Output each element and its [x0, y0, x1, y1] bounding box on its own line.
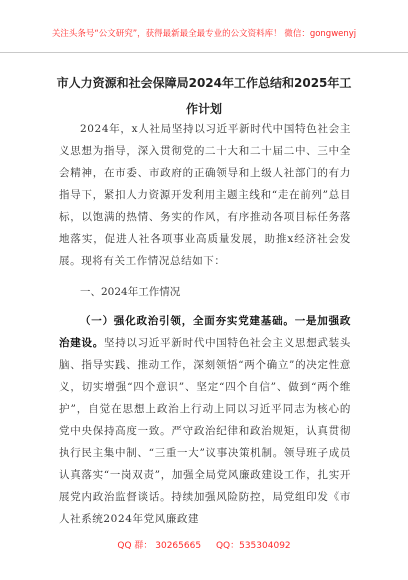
header-banner [0, 12, 408, 53]
section-heading: 一、2024年工作情况 [80, 286, 181, 298]
sub-paragraph-text: 坚持以习近平新时代中国特色社会主义思想武装头脑、指导实践、推动工作，深刻领悟“两个确立”的决定性意义，切实增强“四个意识”、坚定“四个自信”、做到“两个维护”，自觉在思想上政治上行动上同以习近平同志为核心的党中央保持高度一致。严守政治纪律和政治规矩，认真贯彻执行民主集中制、“三重一大”议事决策机制。领导班子成员认真落实“一岗双责”，加强全局党风廉政建设工作，扎实开展党内政治监督谈话。持续加强风险防控，局党组印发《市人社系统2024年党风廉政建 [59, 337, 352, 525]
promo-text: 关注头条号“公文研究”，获得最新最全最专业的公文资料库！ 微信：gongwenyj [51, 29, 357, 39]
sub-section-paragraph [59, 310, 351, 530]
intro-paragraph: 2024年，x人社局坚持以习近平新时代中国特色社会主义思想为指导，深入贯彻党的二十大和二十届二中、三中全会精神，在市委、市政府的正确领导和上级人社部门的有力指导下，紧扣人力资源开发利用主题主线和“走在前列”总目标，以饱满的热情、务实的作风，有序推动各项目标任务落地落实，促进人社各项事业高质量发展，助推x经济社会发展。现将有关工作情况总结如下： [59, 123, 351, 267]
footer [0, 538, 408, 551]
footer-qq: QQ：535304092 [215, 541, 291, 551]
document-title: 市人力资源和社会保障局2024年工作总结和2025年工作计划 [56, 76, 352, 116]
sub-heading: （一）强化政治引领，全面夯实党建基础。一是加强政治建设。 [59, 315, 351, 349]
footer-qq-group: QQ 群： 30265665 [117, 541, 202, 551]
